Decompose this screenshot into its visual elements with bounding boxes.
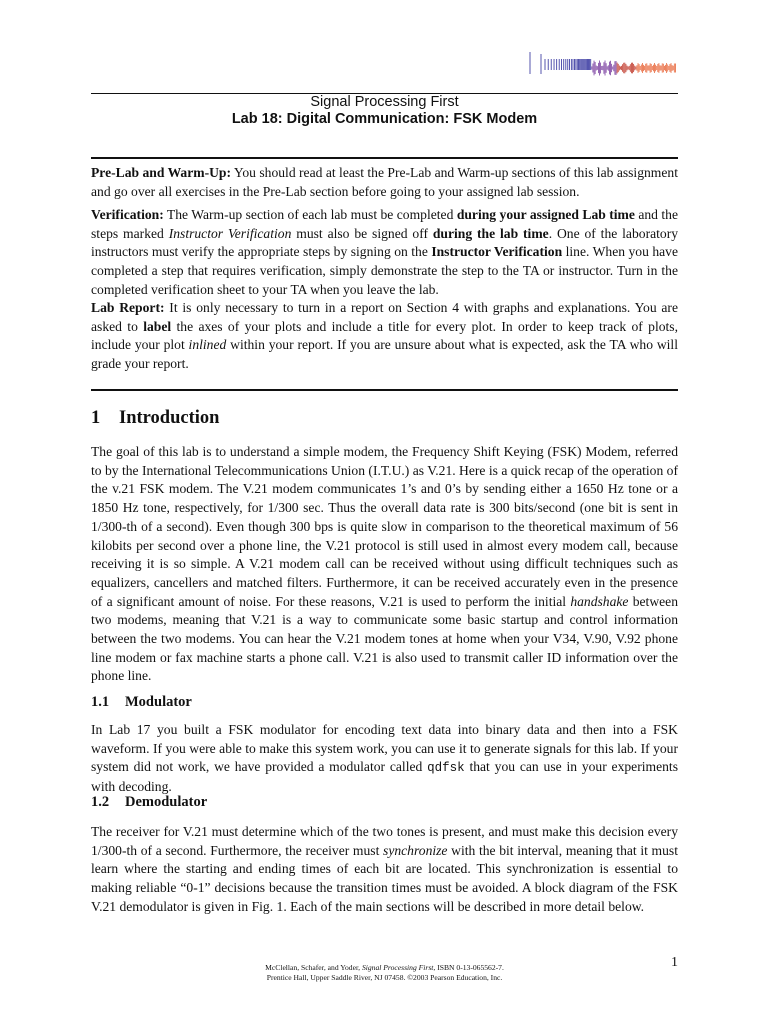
lab-title: Lab 18: Digital Communication: FSK Modem (231, 111, 538, 127)
verification-text-4: . One of the laboratory instructors must verify the appropriate steps by signing on the (91, 225, 679, 260)
introduction-text-1: The goal of this lab is to understand a simple modem, the Frequency Shift Keying (FSK) Modem, referred to by the International Telecommunications Union (I.T.U.) as V.21. Here is a quick recap of the operation of the v.21 FSK modem. The V.21 modem communicates 1’s and 0’s by sending either a 1650 Hz tone or a 1850 Hz tone, respectively, for 1/300 sec. Thus the overall data rate is 300 bits/second (one bit is sent in 1/300-th of a second). Even though 300 bps is quite slow in comparison to the theoretical maximum of 56 kilobits per second over a phone line, the V.21 protocol is still used in almost every modem call, because receiving it is so simple. A V.21 modem call can be received without using difficult techniques such as equalizers, cancellers and matched filters. Furthermore, it can be received accurately even in the presence of a significant amount of noise. For these reasons, V.21 is used to perform the initial (91, 444, 678, 609)
lab-report-paragraph (91, 299, 678, 374)
section-1-1-number: 1.1 (91, 694, 110, 710)
introduction-text-2: between two modems, meaning that V.21 is a way to communicate some basic startup and control information between the two modems. You can hear the V.21 modem tones at home when your V34, V.90, V.92 phone line modem or fax machine starts a phone call. V.21 is also used to transmit caller ID information over the phone line. (91, 593, 679, 684)
lab-report-text-2: the axes of your plots and include a title for every plot. In order to keep track of plots, include your plot (91, 318, 678, 353)
footer-book: Signal Processing First (361, 963, 434, 972)
section-1-2-title: Demodulator (125, 794, 208, 810)
verification-bold-1: during your assigned Lab time (456, 207, 635, 222)
lab-report-text-3: within your report. If you are unsure about what is expected, ask the TA who will grade your report. (91, 337, 678, 372)
section-1-2-number: 1.2 (91, 794, 110, 810)
verification-lead: Verification: (91, 207, 164, 222)
demodulator-paragraph (91, 823, 678, 917)
lab-report-italic-1: inlined (188, 337, 227, 353)
lab-report-bold-1: label (143, 318, 172, 334)
book-series-title: Signal Processing First (310, 94, 459, 110)
verification-bold-2: during the lab time (432, 225, 549, 241)
verification-text-2: and the steps marked (91, 207, 678, 241)
page-number: 1 (671, 955, 678, 970)
verification-text-1: The Warm-up section of each lab must be completed (163, 207, 457, 222)
introduction-italic-1: handshake (570, 593, 629, 609)
prelab-text: You should read at least the Pre-Lab and Warm-up sections of this lab assignment and go over all exercises in the Pre-Lab section before going to your assigned lab session. (91, 165, 678, 199)
prelab-lead: Pre-Lab and Warm-Up: (91, 165, 231, 180)
section-1-1-title: Modulator (125, 694, 192, 710)
footer-line-1 (91, 963, 678, 973)
prelab-paragraph (91, 164, 678, 201)
modulator-text-1: In Lab 17 you built a FSK modulator for encoding text data into binary data and then into a FSK waveform. If you were able to make this system work, you can use it to generate signals for this lab. If your system did not work, we have provided a modulator called (91, 722, 678, 775)
footer-line-2: Prentice Hall, Upper Saddle River, NJ 07458. ©2003 Pearson Education, Inc. (266, 973, 503, 982)
demodulator-text-1: The receiver for V.21 must determine which of the two tones is present, and must make this decision every 1/300-th of a second. Furthermore, the receiver must (91, 824, 678, 858)
demodulator-text-2: with the bit interval, meaning that it must learn where the starting and ending times of each bit are located. This synchronization is essential to making reliable “0-1” decisions because the transition times must be avoided. A block diagram of the FSK V.21 demodulator is given in Fig. 1. Each of the main sections will be described in more detail below. (91, 842, 678, 914)
section-1-title: Introduction (119, 408, 220, 428)
demodulator-italic-1: synchronize (383, 842, 448, 858)
lab-report-text-1: It is only necessary to turn in a report on Section 4 with graphs and explanations. You are asked to (91, 300, 678, 334)
modulator-paragraph (91, 721, 678, 797)
instructions-top-rule (91, 157, 678, 159)
verification-text-3: must also be signed off (291, 225, 433, 241)
verification-bold-3: Instructor Verification (431, 244, 563, 260)
verification-italic-1: Instructor Verification (168, 225, 292, 241)
footer-authors: McClellan, Schafer, and Yoder, (265, 963, 362, 972)
verification-text-5: line. When you have completed a step that requires verification, simply demonstrate the step to the TA or instructor. Turn in the completed verification sheet to your TA when you leave the lab. (91, 244, 678, 297)
section-1-number: 1 (91, 408, 101, 428)
section-1-1-heading (91, 694, 192, 711)
section-1-heading (91, 408, 219, 429)
page-footer (91, 963, 678, 983)
introduction-paragraph (91, 443, 678, 686)
section-1-2-heading (91, 794, 207, 811)
signal-waveform-logo-icon (528, 44, 678, 84)
modulator-text-2: that you can use in your experiments with decoding. (91, 759, 678, 795)
footer-isbn: , ISBN 0-13-065562-7. (433, 963, 504, 972)
verification-paragraph (91, 206, 678, 300)
lab-report-lead: Lab Report: (91, 300, 165, 315)
modulator-code: qdfsk (427, 761, 465, 776)
instructions-bottom-rule (91, 389, 678, 391)
